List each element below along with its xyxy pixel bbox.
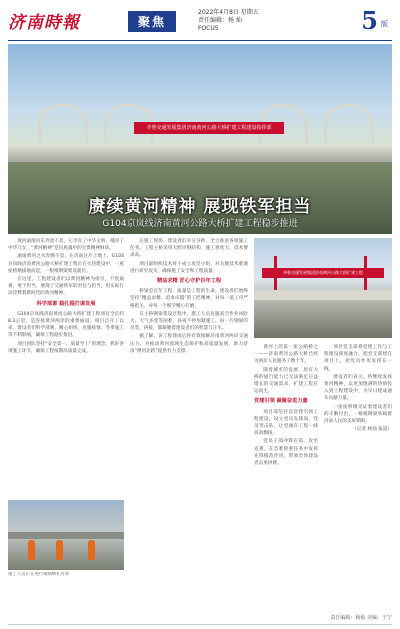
section-heading: 科学部署 稳扎稳打谋发展: [36, 300, 96, 307]
paragraph: 在主桥钢梁架设过程中，施工人员克服高空作业风险大、天气多变等困难，昼夜不停加紧施工。每一片钢梁的吊装、拼接，都凝聚着建设者们的智慧与汗水。: [130, 311, 248, 332]
project-sign: 齐鲁交通发展集团济南黄河公路大桥扩建工程: [262, 268, 384, 278]
focus-label: FOCUS: [198, 25, 219, 32]
steel-beam: [8, 532, 124, 539]
paragraph: 桥梁是百年工程，质量是工程的生命。建设者们始终坚持“精益求精、追求卓越”的工匠精神，对每一道工序严格把关，对每一个细节精心打磨。: [130, 289, 248, 309]
footer-rule: [8, 624, 392, 625]
photo-caption: 施工人员正在进行钢筋绑扎作业: [8, 572, 70, 577]
worker-figure: [28, 540, 35, 560]
paragraph: 项目党支部将党建工作与工程建设深度融合，把党支部建在项目上，把党员作用发挥在一线。: [324, 345, 392, 372]
paragraph: 据了解，该工程建成后将有效缓解济南黄河两岸交通压力，为推动黄河流域生态保护和高质量发展、助力济南“携河北跨”提供有力支撑。: [130, 334, 248, 354]
article-column-4: [324, 344, 392, 622]
paragraph: 在施工现场，建设者们争分夺秒，全力推进各项施工任务。工程主桥采用大跨径钢结构，施工难度大、技术要求高。: [130, 239, 248, 259]
footer-editor: 责任编辑：杨灿 美编：王宁: [330, 615, 392, 621]
paragraph: 黄河上的第一座公路桥之一——济南黄河公路大桥已经为两岸人民服务了数十年。: [254, 345, 318, 365]
issue-date: 2022年4月8日 星期五: [198, 9, 259, 16]
worker-figure: [56, 540, 63, 560]
editor-line: 责任编辑：杨 灿: [198, 17, 242, 24]
paragraph: 黄河滚滚向东奔流不息，它孕育了中华文明，哺育了中华儿女，“黄河精神”是民族魂中的宝贵精神财富。: [8, 239, 124, 252]
paragraph: 项目部组织技术骨干成立攻坚小组，对关键技术难题进行研究攻关，确保施工安全和工程质量。: [130, 261, 248, 274]
paragraph: 建设者们表示，将继续发扬黄河精神，以更加饱满的热情投入到工程建设中，为早日建成通车贡献力量。: [324, 374, 392, 402]
bridge-construction-photo: [254, 238, 392, 338]
section-heading: 党建引领 凝聚奋进力量: [254, 398, 308, 405]
header-rule: [8, 40, 392, 41]
article-column-3: [254, 344, 318, 622]
section-heading: 精益求精 匠心守护百年工程: [156, 278, 222, 285]
paragraph: 滚滚黄河之水奔腾不息，在济南这片土地上，G104京岚线济南黄河公路大桥扩建工程正在火热建设中，一座座桥墩拔地而起，一根根钢梁架设就位。: [8, 254, 124, 274]
paragraph: 一座座桥墩见证着建设者们的辛勤付出，一根根钢梁承载着济南人民的美好期盼。: [324, 404, 392, 425]
paragraph: 随着城市的发展，原有大桥的通行能力已无法满足日益增长的交通需求，扩建工程应运而生。: [254, 367, 318, 395]
article-column-2: [130, 238, 248, 622]
page-number: 5: [361, 6, 378, 35]
construction-banner: 齐鲁交通发展集团济南黄河公路大桥扩建工程建设指挥部: [134, 122, 284, 134]
worker-figure: [88, 540, 95, 560]
masthead: [8, 6, 392, 42]
paragraph: 项目团队坚持“安全第一、质量至上”的理念，抓好各项施工环节，确保工程按期高质量完成。: [8, 341, 124, 354]
worker-photo: [8, 500, 124, 570]
bridge-deck: [8, 144, 392, 162]
headline: 赓续黄河精神 展现铁军担当: [88, 197, 312, 217]
sub-headline: G104京岚线济南黄河公路大桥扩建工程稳步推进: [102, 219, 298, 229]
hero-photo: [8, 44, 392, 234]
bridge-deck: [254, 290, 392, 300]
section-tag: 聚焦: [128, 11, 176, 32]
newspaper-logo: 济南時報: [8, 13, 80, 33]
paragraph: 项目部坚持以党建引领工程建设，设立党员先锋岗、党员突击队，让党旗在工程一线高高飘扬。: [254, 409, 318, 437]
paragraph: G104京岚线济南黄河公路大桥扩建工程项目全长约8.3公里，是连接黄河两岸的重要通道。项目自开工以来，建设者们科学部署、精心组织，克服疫情、冬季施工等不利影响，确保工程稳步推进。: [8, 311, 124, 339]
paragraph: 在这里，工程建设者们以黄河精神为指引，不畏艰难、勇于担当，展现了交通铁军的责任与担当，用实际行动诠释着新时代的黄河精神。: [8, 277, 124, 297]
page-suffix: 版: [381, 20, 388, 28]
paragraph: 党员干部冲锋在前、攻坚克难，在急难险重任务中发挥先锋模范作用，带领全体建设者奋勇拼搏。: [254, 439, 318, 467]
author-credit: （记者 杨灿 报道）: [352, 427, 392, 433]
edition-info: [198, 9, 259, 33]
